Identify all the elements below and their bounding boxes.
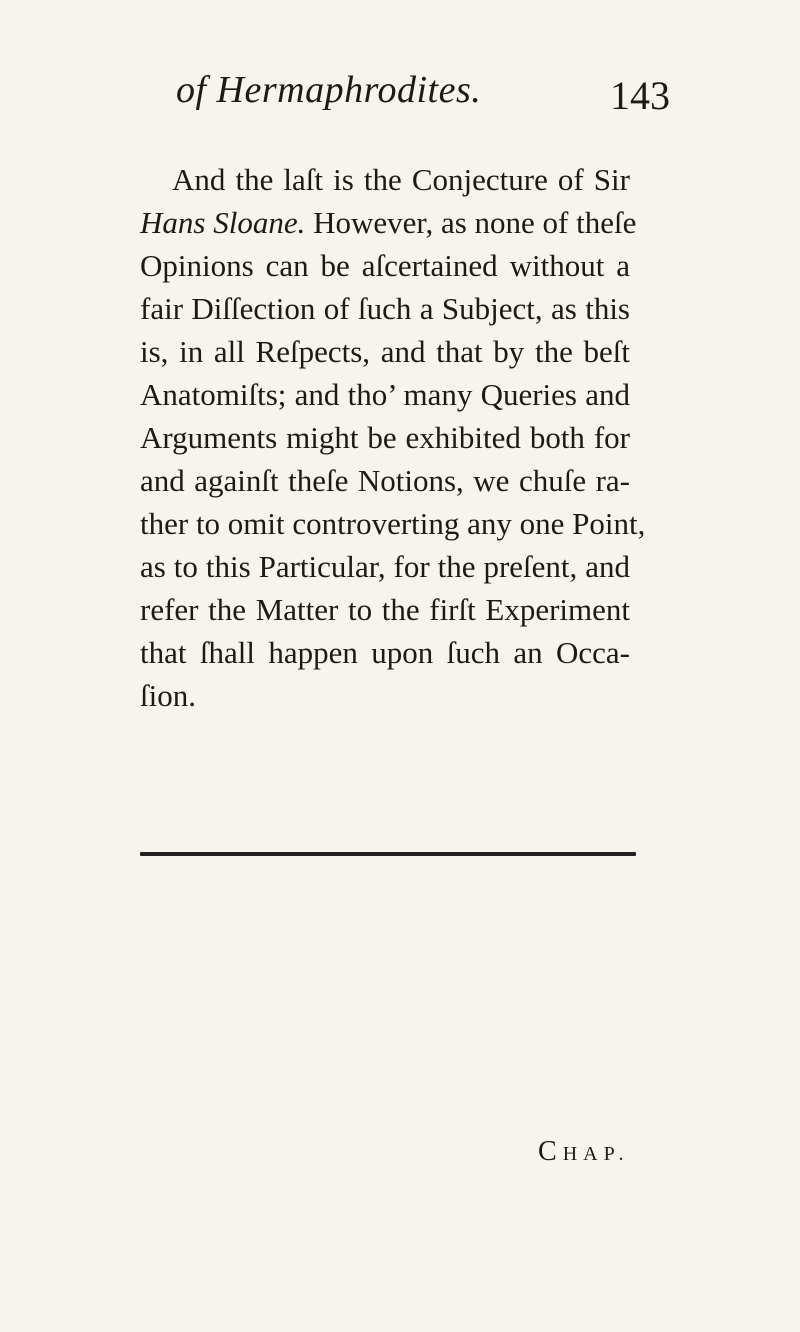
section-rule [140,852,636,856]
text-line: Arguments might be exhibited both for [140,420,630,455]
text-line: refer the Matter to the firſt Experiment [140,592,630,627]
text-line: And the laſt is the Conjecture of Sir [172,162,630,197]
text-line: fair Diſſection of ſuch a Subject, as this [140,291,630,326]
page-number: 143 [610,73,670,118]
text-line: and againſt theſe Notions, we chuſe ra- [140,463,630,498]
text-line: that ſhall happen upon ſuch an Occa- [140,635,630,670]
text-line: Opinions can be aſcertained without a [140,248,630,283]
text-line: Anatomiſts; and tho’ many Queries and [140,377,630,412]
running-head: of Hermaphrodites. [176,69,482,111]
text-line: ſion. [140,678,196,713]
body-paragraph [140,158,646,717]
text-line: is, in all Reſpects, and that by the beſt [140,334,630,369]
text-line: Hans Sloane. However, as none of theſe [140,205,637,240]
catchword: CHAP. [538,1136,630,1167]
text-line: as to this Particular, for the preſent, and [140,549,630,584]
text-line: ther to omit controverting any one Point, [140,506,646,541]
italic-name: Hans Sloane. [140,205,306,240]
